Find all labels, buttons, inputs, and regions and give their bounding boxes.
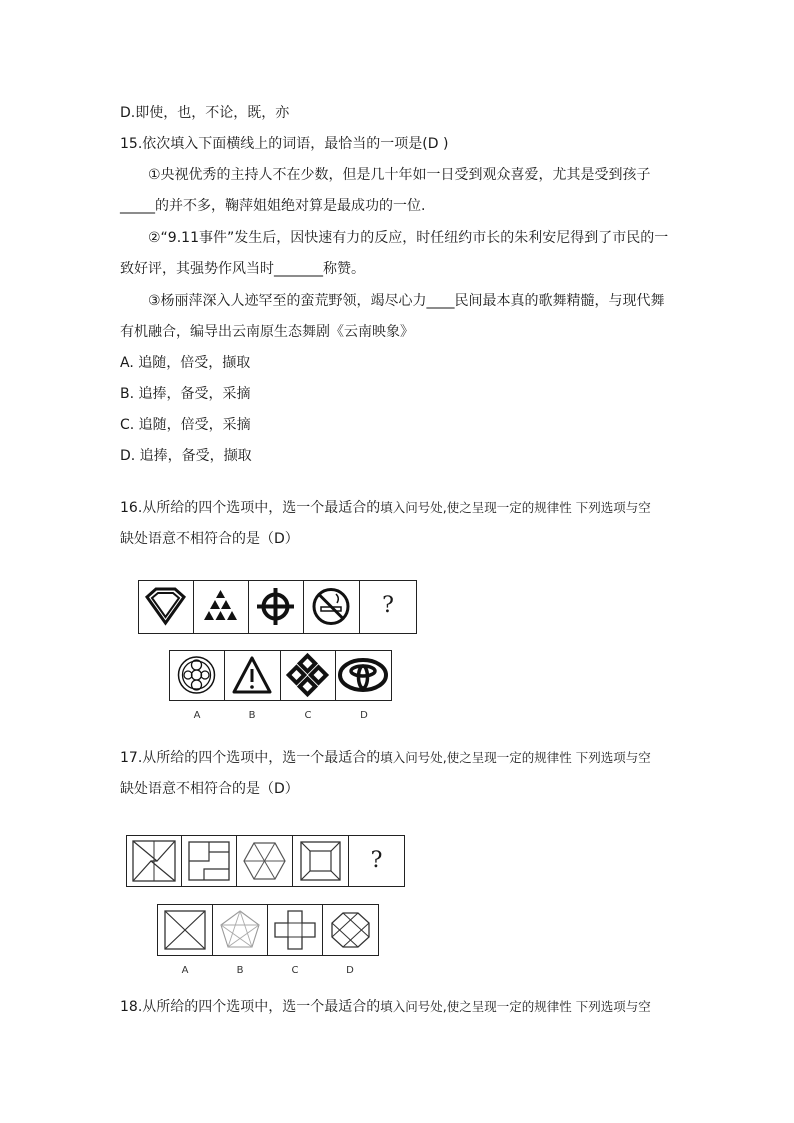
- q17-cell-grid: [181, 835, 237, 887]
- q16-title-a: 16.从所给的四个选项中，选一个最适合的: [120, 500, 381, 516]
- q15-option-c: C. 追随，倍受，采摘: [120, 417, 251, 433]
- q16-option-d-image: [335, 650, 392, 701]
- q17-title-a: 17.从所给的四个选项中，选一个最适合的: [120, 750, 381, 766]
- concentric-circles-icon: [170, 651, 223, 699]
- q17-option-b-image: [212, 904, 268, 956]
- option-d-prev: D.即使，也，不论，既，亦: [120, 105, 290, 121]
- q16-label-d: D: [360, 710, 368, 721]
- crossed-square-icon: [158, 905, 212, 955]
- q18-title: [120, 997, 651, 1017]
- q16-label-c: C: [304, 710, 312, 721]
- q15-sentence-3a: ③杨丽萍深入人迹罕至的蛮荒野领，竭尽心力____民间最本真的歌舞精髓，与现代舞: [148, 293, 665, 309]
- q17-label-b: B: [236, 965, 244, 976]
- q17-cell-hexagon: [236, 835, 293, 887]
- q16-cell-diamond: [138, 580, 194, 634]
- question-mark-17: ?: [370, 848, 383, 873]
- question-mark: ?: [382, 593, 394, 618]
- warning-icon: [225, 651, 279, 699]
- q17-cell-frame: [292, 835, 349, 887]
- pentagon-icon: [213, 905, 267, 955]
- q16-cell-no-smoking: [303, 580, 360, 634]
- q16-label-a: A: [193, 710, 201, 721]
- q15-option-d: D. 追捧，备受，撷取: [120, 448, 252, 464]
- knot-icon: [281, 651, 334, 699]
- q16-title-c: 缺处语意不相符合的是（D）: [120, 531, 299, 547]
- q17-title-b: 填入问号处,使之呈现一定的规律性 下列选项与空: [380, 750, 651, 765]
- q17-option-a-image: [157, 904, 213, 956]
- q17-label-d: D: [346, 965, 354, 976]
- q15-sentence-2a: ②“9.11事件”发生后，因快速有力的反应，时任纽约市长的朱利安尼得到了市民的一: [148, 230, 669, 246]
- q17-title: [120, 748, 651, 768]
- frame-icon: [293, 836, 348, 886]
- q16-cell-triforce: [193, 580, 249, 634]
- q16-title-b: 填入问号处,使之呈现一定的规律性 下列选项与空: [380, 500, 651, 515]
- q17-cell-question: [348, 835, 405, 887]
- q15-sentence-1a: ①央视优秀的主持人不在少数，但是几十年如一日受到观众喜爱，尤其是受到孩子: [148, 167, 651, 183]
- crosshair-icon: [249, 581, 302, 632]
- q17-label-a: A: [181, 965, 189, 976]
- q18-title-a: 18.从所给的四个选项中，选一个最适合的: [120, 999, 381, 1015]
- q16-cell-crosshair: [248, 580, 304, 634]
- q16-title: [120, 498, 651, 518]
- cross-shape-icon: [268, 905, 322, 955]
- q15-sentence-1b: _____的并不多，鞠萍姐姐绝对算是最成功的一位.: [120, 198, 426, 214]
- grid-icon: [182, 836, 236, 886]
- q16-option-b-image: [224, 650, 281, 701]
- q17-label-c: C: [291, 965, 299, 976]
- q15-sentence-2b: 致好评，其强势作风当时_______称赞。: [120, 261, 365, 277]
- q17-title-c: 缺处语意不相符合的是（D）: [120, 781, 299, 797]
- hexagon-icon: [237, 836, 292, 886]
- gem-icon: [139, 581, 192, 632]
- triangles-icon: [194, 581, 247, 632]
- q15-option-b: B. 追捧，备受，采摘: [120, 386, 251, 402]
- q17-cell-pinwheel: [126, 835, 182, 887]
- q18-title-b: 填入问号处,使之呈现一定的规律性 下列选项与空: [380, 999, 651, 1014]
- octagon-icon: [323, 905, 378, 955]
- q15-title: 15.依次填入下面横线上的词语，最恰当的一项是(D ): [120, 136, 449, 152]
- q15-option-a: A. 追随，倍受，撷取: [120, 355, 251, 371]
- no-smoking-icon: [304, 581, 358, 632]
- q16-cell-question: [359, 580, 417, 634]
- toyota-logo-icon: [336, 651, 390, 699]
- pinwheel-icon: [127, 836, 181, 886]
- q16-label-b: B: [248, 710, 256, 721]
- q16-option-c-image: [280, 650, 336, 701]
- q17-option-c-image: [267, 904, 323, 956]
- q17-option-d-image: [322, 904, 379, 956]
- q16-option-a-image: [169, 650, 225, 701]
- q15-sentence-3b: 有机融合，编导出云南原生态舞剧《云南映象》: [120, 324, 414, 340]
